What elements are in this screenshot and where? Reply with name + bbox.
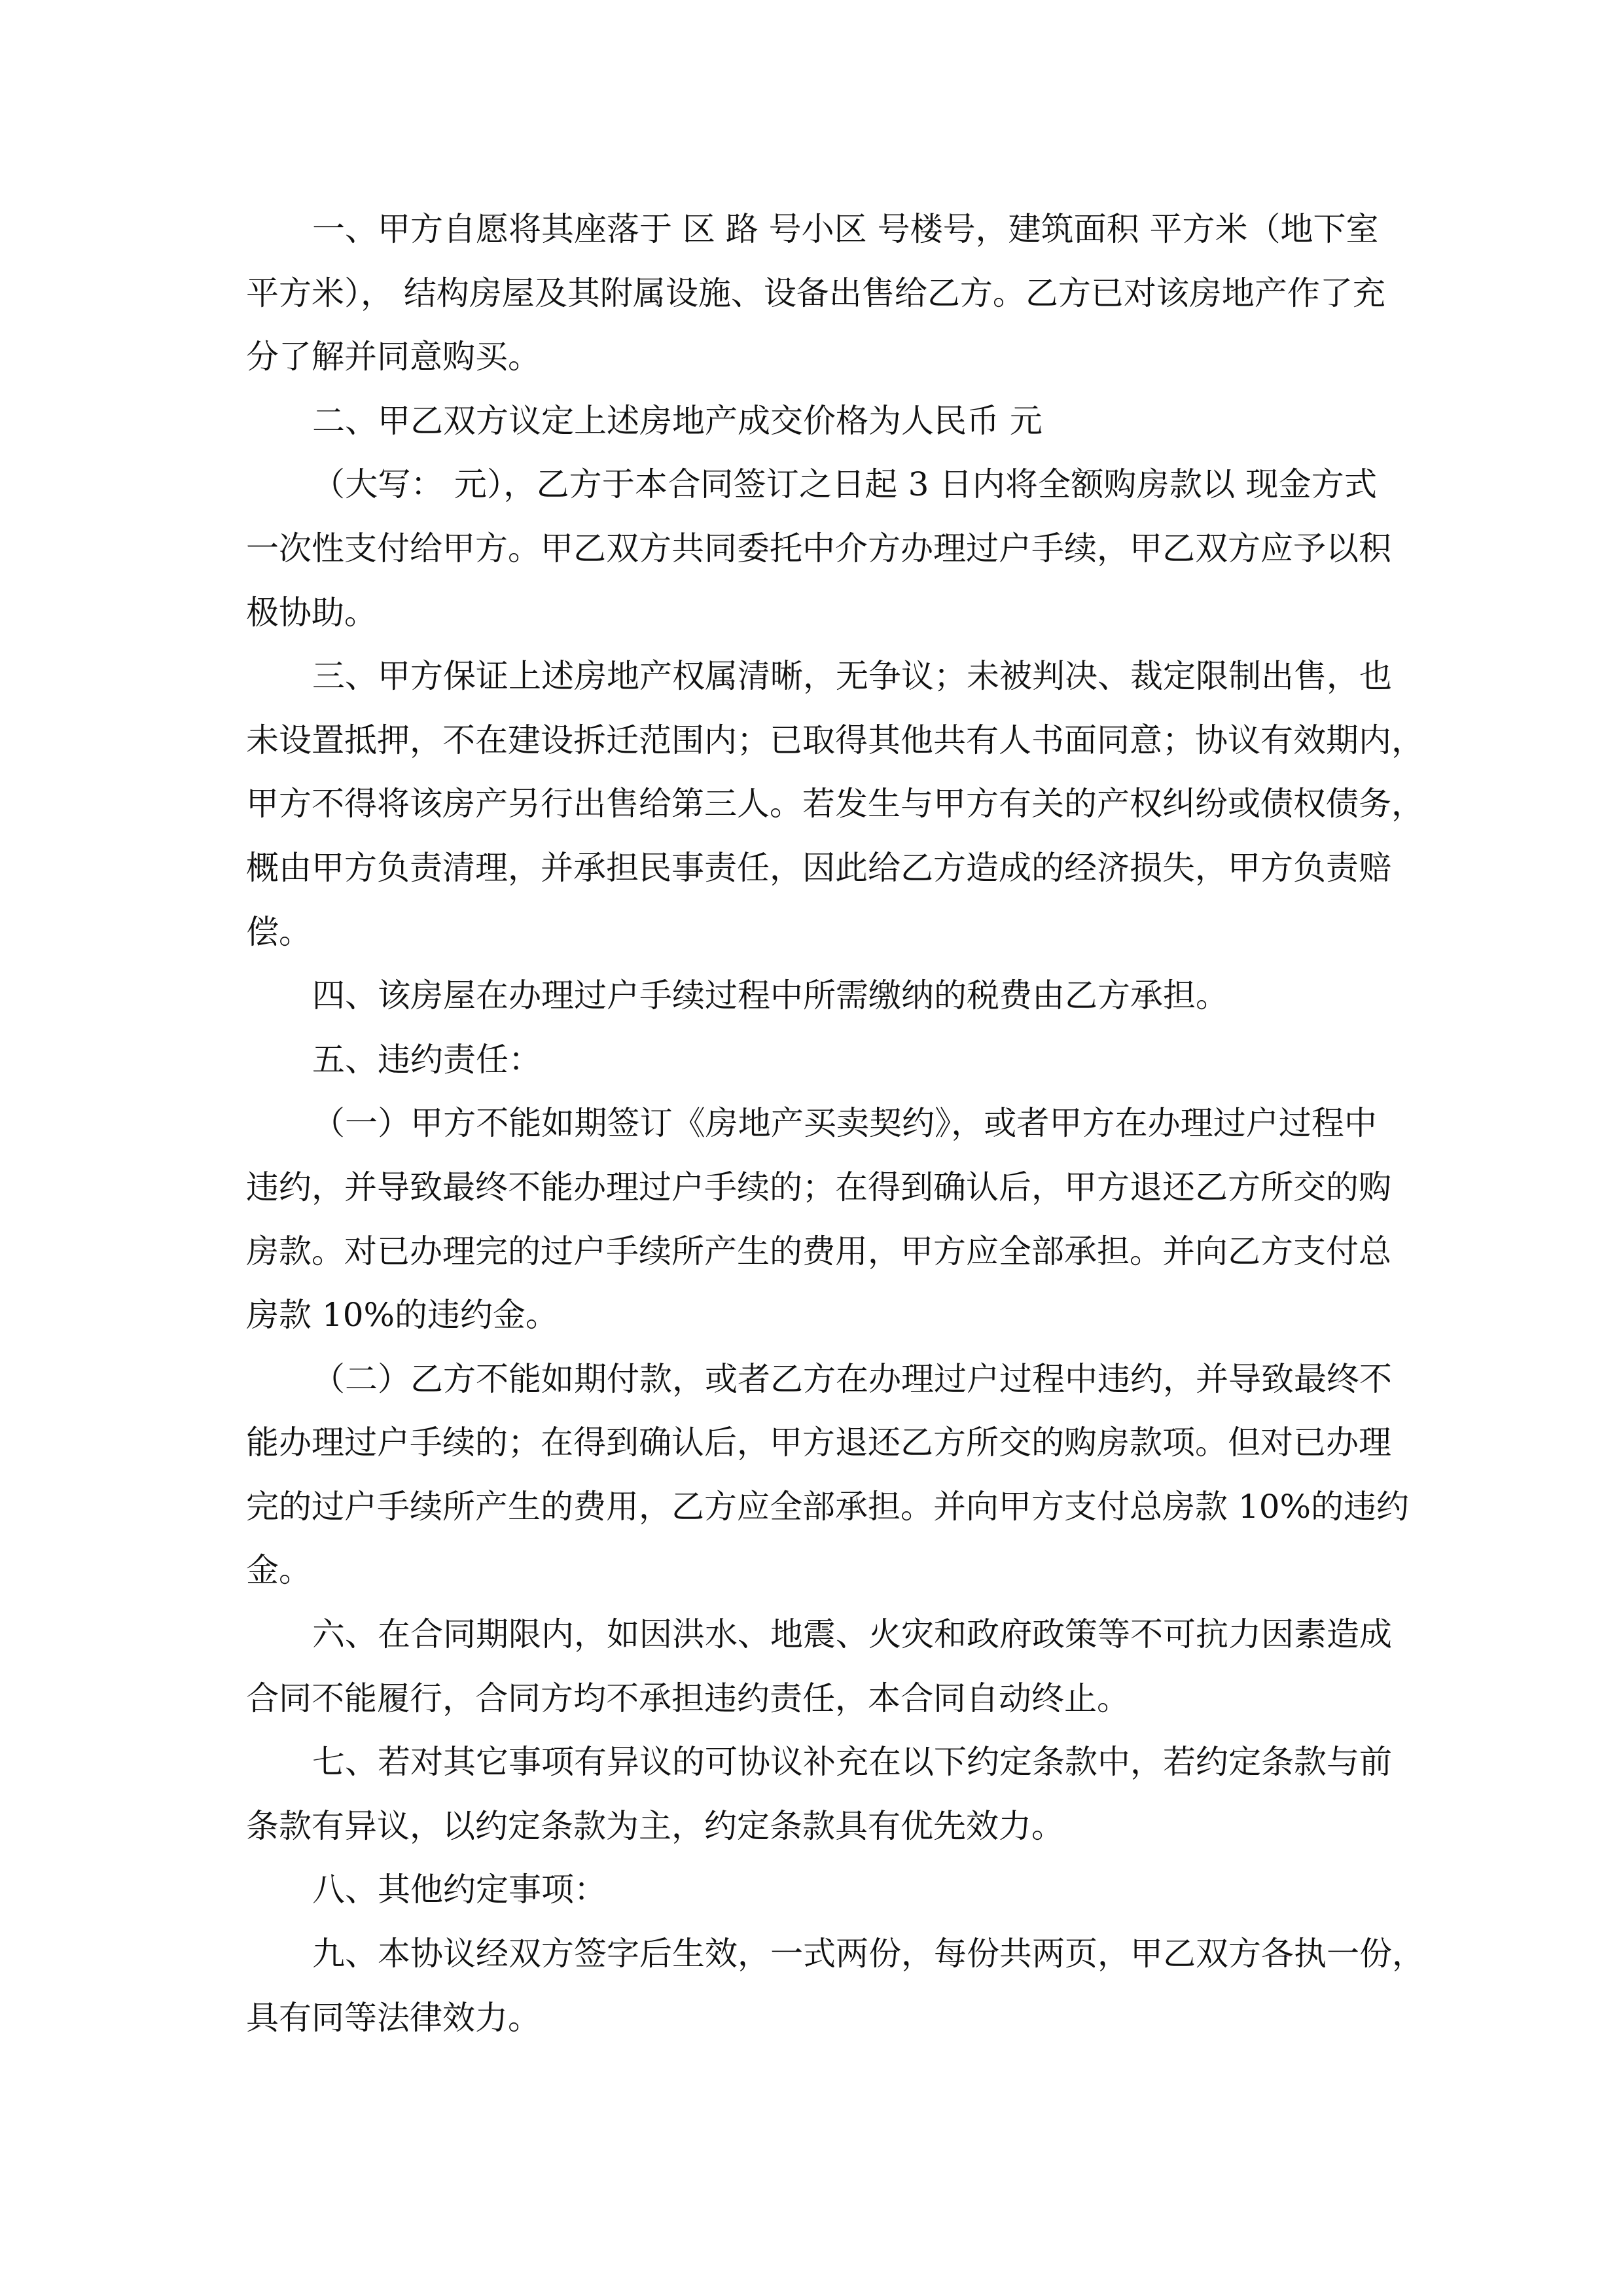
paragraph-clause-9 — [246, 1922, 1425, 2050]
paragraph-clause-3 — [246, 645, 1424, 964]
text-line: （大写： 元），乙方于本合同签订之日起 3 日内将全额购房款以 现金方式 — [312, 465, 1377, 504]
text-line: 概由甲方负责清理，并承担民事责任，因此给乙方造成的经济损失，甲方负责赔 — [246, 848, 1391, 887]
text-line: 未设置抵押，不在建设拆迁范围内；已取得其他共有人书面同意；协议有效期内， — [246, 721, 1424, 759]
paragraph-clause-5-2 — [246, 1348, 1410, 1603]
paragraph-clause-8 — [246, 1858, 1377, 1922]
text-line: 一次性支付给甲方。甲乙双方共同委托中介方办理过户手续，甲乙双方应予以积 — [246, 529, 1391, 567]
text-line: 条款有异议，以约定条款为主，约定条款具有优先效力。 — [246, 1806, 1064, 1845]
text-line: 能办理过户手续的；在得到确认后，甲方退还乙方所交的购房款项。但对已办理 — [246, 1424, 1391, 1462]
text-line: 五、违约责任： — [312, 1040, 541, 1079]
paragraph-clause-1 — [246, 198, 1385, 389]
text-line: 偿。 — [246, 912, 312, 951]
contract-body — [246, 198, 1425, 2050]
paragraph-clause-7 — [246, 1731, 1392, 1858]
text-line: 房款 10%的违约金。 — [246, 1296, 559, 1335]
paragraph-clause-2 — [246, 389, 1377, 454]
text-line: 二、甲乙双方议定上述房地产成交价格为人民币 元 — [312, 401, 1043, 440]
text-line: 六、在合同期限内，如因洪水、地震、火灾和政府政策等不可抗力因素造成 — [312, 1615, 1392, 1654]
paragraph-clause-5-1 — [246, 1092, 1391, 1347]
text-line: 一、甲方自愿将其座落于 区 路 号小区 号楼号，建筑面积 平方米（地下室 — [312, 210, 1379, 248]
text-line: 甲方不得将该房产另行出售给第三人。若发生与甲方有关的产权纠纷或债权债务， — [246, 785, 1424, 823]
paragraph-clause-5 — [246, 1028, 1377, 1092]
text-line: 房款。对已办理完的过户手续所产生的费用，甲方应全部承担。并向乙方支付总 — [246, 1232, 1391, 1270]
text-line: 具有同等法律效力。 — [246, 1998, 541, 2037]
text-line: 三、甲方保证上述房地产权属清晰，无争议；未被判决、裁定限制出售，也 — [312, 657, 1392, 696]
text-line: 金。 — [246, 1551, 312, 1590]
text-line: 八、其他约定事项： — [312, 1871, 607, 1909]
paragraph-clause-2-cont — [246, 453, 1391, 645]
text-line: （二）乙方不能如期付款，或者乙方在办理过户过程中违约，并导致最终不 — [312, 1359, 1392, 1398]
text-line: 分了解并同意购买。 — [246, 338, 541, 376]
text-line: 完的过户手续所产生的费用，乙方应全部承担。并向甲方支付总房款 10%的违约 — [246, 1487, 1410, 1526]
text-line: 七、若对其它事项有异议的可协议补充在以下约定条款中，若约定条款与前 — [312, 1743, 1392, 1782]
text-line: （一）甲方不能如期签订《房地产买卖契约》，或者甲方在办理过户过程中 — [312, 1104, 1377, 1143]
text-line: 平方米）， 结构房屋及其附属设施、设备出售给乙方。乙方已对该房地产作了充 — [246, 274, 1385, 312]
text-line: 合同不能履行，合同方均不承担违约责任，本合同自动终止。 — [246, 1679, 1130, 1717]
paragraph-clause-4 — [246, 964, 1377, 1028]
text-line: 极协助。 — [246, 593, 377, 632]
paragraph-clause-6 — [246, 1603, 1392, 1731]
text-line: 违约，并导致最终不能办理过户手续的；在得到确认后，甲方退还乙方所交的购 — [246, 1168, 1391, 1206]
text-line: 九、本协议经双方签字后生效，一式两份，每份共两页，甲乙双方各执一份， — [312, 1935, 1425, 1973]
text-line: 四、该房屋在办理过户手续过程中所需缴纳的税费由乙方承担。 — [312, 977, 1228, 1015]
